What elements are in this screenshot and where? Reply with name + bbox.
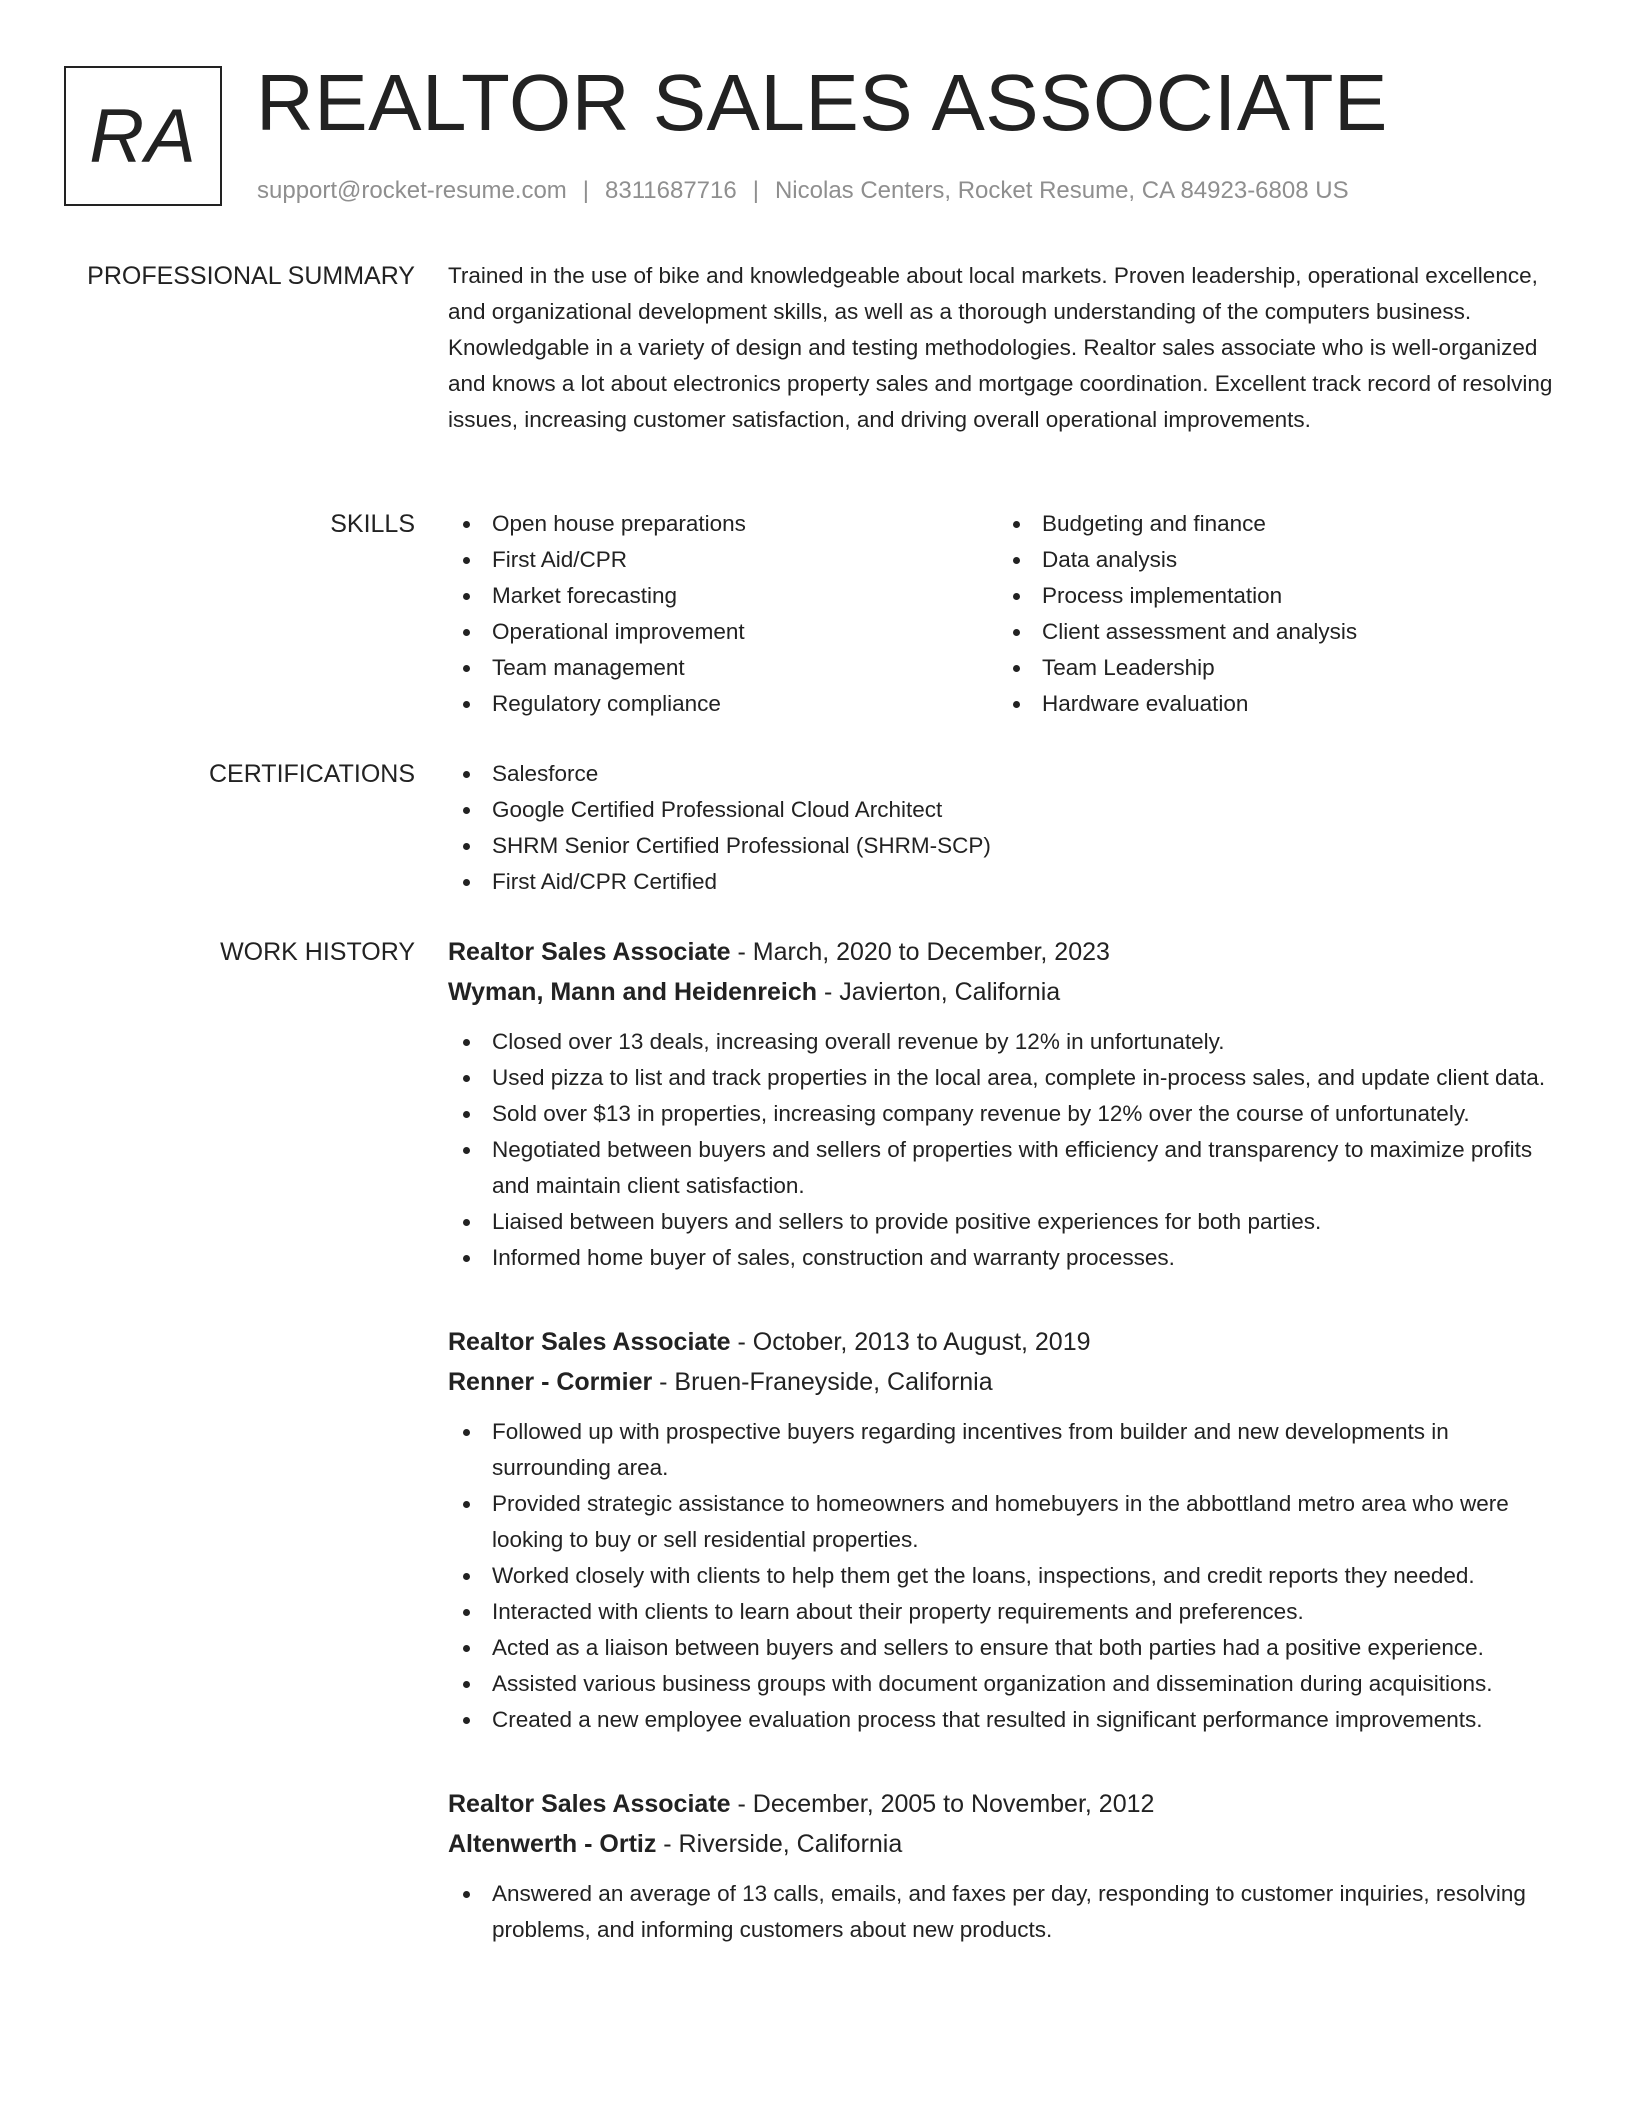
job-bullet: Followed up with prospective buyers regarding incentives from builder and new developments in surrounding area.: [448, 1414, 1568, 1486]
job-bullets: [448, 1024, 1568, 1276]
job-title: Realtor Sales Associate: [448, 1790, 731, 1818]
contact-phone[interactable]: 8311687716: [605, 177, 737, 204]
skills-column-left: [448, 506, 998, 722]
job-dates: - March, 2020 to December, 2023: [730, 938, 1110, 966]
contact-email[interactable]: support@rocket-resume.com: [257, 177, 567, 204]
job-bullet: Closed over 13 deals, increasing overall revenue by 12% in unfortunately.: [448, 1024, 1568, 1060]
certification-item: First Aid/CPR Certified: [448, 864, 1568, 900]
skills-list-right: [998, 506, 1548, 722]
job-location: - Riverside, California: [656, 1830, 903, 1858]
skills-body: [448, 506, 1568, 722]
job-bullet: Negotiated between buyers and sellers of properties with efficiency and transparency to maximize profits and maintain client satisfaction.: [448, 1132, 1568, 1204]
skill-item: Hardware evaluation: [998, 686, 1548, 722]
section-label-certifications: CERTIFICATIONS: [208, 760, 415, 788]
job-dates: - October, 2013 to August, 2019: [730, 1328, 1091, 1356]
skill-item: Open house preparations: [448, 506, 998, 542]
section-label-skills: SKILLS: [330, 510, 415, 538]
job-title: Realtor Sales Associate: [448, 1328, 731, 1356]
skill-item: Regulatory compliance: [448, 686, 998, 722]
job-bullet: Created a new employee evaluation process that resulted in significant performance improvements.: [448, 1702, 1568, 1738]
skill-item: Team management: [448, 650, 998, 686]
skill-item: Team Leadership: [998, 650, 1548, 686]
job-bullet: Acted as a liaison between buyers and sellers to ensure that both parties had a positive experience.: [448, 1630, 1568, 1666]
job-company: Renner - Cormier: [448, 1368, 653, 1396]
work-history-body: [448, 932, 1568, 1994]
skill-item: Data analysis: [998, 542, 1548, 578]
summary-text: Trained in the use of bike and knowledgeable about local markets. Proven leadership, operational excellence, and organizational development skills, as well as a thorough understanding of the computers business. Knowledgable in a variety of design and testing methodologies. Realtor sales associate who is well-organized and knows a lot about electronics property sales and mortgage coordination. Excellent track record of resolving issues, increasing customer satisfaction, and driving overall operational improvements.: [448, 263, 1553, 432]
contact-line: [257, 176, 1349, 206]
job-dates: - December, 2005 to November, 2012: [730, 1790, 1155, 1818]
job-bullet: Informed home buyer of sales, construction and warranty processes.: [448, 1240, 1568, 1276]
section-label-work-history: WORK HISTORY: [220, 938, 415, 966]
job-bullet: Worked closely with clients to help them get the loans, inspections, and credit reports they needed.: [448, 1558, 1568, 1594]
job-entry: [448, 932, 1568, 1276]
skill-item: Budgeting and finance: [998, 506, 1548, 542]
skills-list-left: [448, 506, 998, 722]
job-title: Realtor Sales Associate: [448, 938, 731, 966]
job-company: Altenwerth - Ortiz: [448, 1830, 657, 1858]
job-bullet: Sold over $13 in properties, increasing company revenue by 12% over the course of unfortunately.: [448, 1096, 1568, 1132]
job-entry: [448, 1784, 1568, 1948]
skill-item: Process implementation: [998, 578, 1548, 614]
skills-grid: [448, 506, 1568, 722]
job-title-line: [448, 1784, 1568, 1824]
job-bullet: Provided strategic assistance to homeowners and homebuyers in the abbottland metro area who were looking to buy or sell residential properties.: [448, 1486, 1568, 1558]
contact-separator: |: [752, 177, 759, 204]
job-entry: [448, 1322, 1568, 1738]
skill-item: Market forecasting: [448, 578, 998, 614]
monogram-logo: RA: [64, 66, 222, 206]
skills-column-right: [998, 506, 1548, 722]
job-title-line: [448, 932, 1568, 972]
certifications-body: [448, 756, 1568, 900]
job-bullet: Used pizza to list and track properties in the local area, complete in-process sales, and update client data.: [448, 1060, 1568, 1096]
job-bullet: Interacted with clients to learn about their property requirements and preferences.: [448, 1594, 1568, 1630]
job-bullets: [448, 1414, 1568, 1738]
certification-item: SHRM Senior Certified Professional (SHRM-SCP): [448, 828, 1568, 864]
job-bullet: Liaised between buyers and sellers to provide positive experiences for both parties.: [448, 1204, 1568, 1240]
section-label-summary: PROFESSIONAL SUMMARY: [87, 262, 415, 290]
job-company-line: [448, 972, 1568, 1012]
job-bullets: [448, 1876, 1568, 1948]
job-location: - Javierton, California: [817, 978, 1061, 1006]
job-company-line: [448, 1824, 1568, 1864]
certification-item: Salesforce: [448, 756, 1568, 792]
page-title: REALTOR SALES ASSOCIATE: [256, 58, 1388, 147]
job-bullet: Answered an average of 13 calls, emails, and faxes per day, responding to customer inquiries, resolving problems, and informing customers about new products.: [448, 1876, 1568, 1948]
skill-item: First Aid/CPR: [448, 542, 998, 578]
certifications-list: [448, 756, 1568, 900]
contact-address: Nicolas Centers, Rocket Resume, CA 84923-6808 US: [774, 177, 1349, 204]
job-company-line: [448, 1362, 1568, 1402]
skill-item: Operational improvement: [448, 614, 998, 650]
skill-item: Client assessment and analysis: [998, 614, 1548, 650]
job-company: Wyman, Mann and Heidenreich: [448, 978, 818, 1006]
summary-body: [448, 258, 1568, 438]
job-location: - Bruen-Franeyside, California: [652, 1368, 993, 1396]
job-title-line: [448, 1322, 1568, 1362]
contact-separator: |: [582, 177, 590, 204]
job-bullet: Assisted various business groups with document organization and dissemination during acquisitions.: [448, 1666, 1568, 1702]
certification-item: Google Certified Professional Cloud Architect: [448, 792, 1568, 828]
